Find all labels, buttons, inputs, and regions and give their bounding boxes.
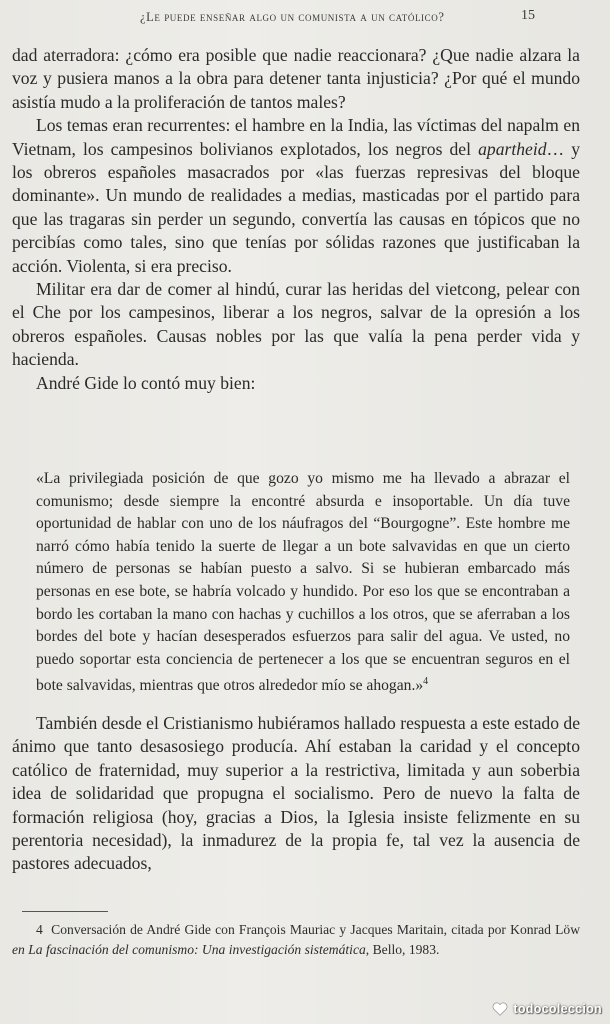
block-quote [36, 468, 570, 698]
paragraph-3: Militar era dar de comer al hindú, curar las heridas del vietcong, pelear con el Che por los campesinos, liberar a los negros, salvar de la opresión a los obreros españoles. Causas nobles por las que valía la pena perder vida y hacienda. [12, 279, 580, 370]
watermark-text: todocoleccion [513, 1002, 602, 1016]
quote-text-paragraph [36, 468, 570, 698]
footnote-text-a: Conversación de André Gide con François Mauriac y Jacques Maritain, citada por Konrad Löw [51, 922, 581, 937]
running-title: ¿Le puede enseñar algo un comunista a un católico? [140, 10, 445, 24]
page-number: 15 [521, 8, 535, 23]
footnote-number: 4 [36, 922, 43, 937]
quote-text: «La privilegiada posición de que gozo yo mismo me ha llevado a abrazar el comunismo; desde siempre la encontré absurda e insoportable. Un día tuve oportunidad de hablar con uno de los náufragos del “Bourgogne”. Este hombre me narró cómo había tenido la suerte de llegar a un bote salvavidas en que un cierto número de personas se habían puesto a salvo. Si se hubieran embarcado más personas en ese bote, se habría volcado y hundido. Por eso los que se encontraban a bordo les cortaban la mano con hachas y cuchillos a los otros, que se aferraban a los bordes del bote y hacían desesperados esfuerzos para salir del agua. Ve usted, no puedo soportar esta conciencia de pertenecer a los que se encuentran seguros en el bote salvavidas, mientras que otros alrededor mío se ahogan.» [36, 470, 570, 695]
apartheid-italic: apartheid [478, 138, 547, 159]
paragraph-4: André Gide lo contó muy bien: [36, 372, 256, 393]
footnote [12, 920, 580, 959]
paragraph-5: También desde el Cristianismo hubiéramos hallado respuesta a este estado de ánimo que tanto desasosiego producía. Ahí estaban la caridad y el concepto católico de fraternidad, muy superior a la restrictiva, limitada y aun soberbia idea de solidaridad que propugna el socialismo. Pero de nuevo la falta de formación religiosa (hoy, gracias a Dios, la Iglesia insiste felizmente en su perentoria necesidad), la inmadurez de la propia fe, tal vez la ausencia de pastores adecuados, [12, 713, 581, 874]
paragraph-2 [12, 114, 580, 278]
watermark [491, 1000, 602, 1018]
paragraph-2-part-b: … y los obreros españoles masacrados por «las fuerzas represivas del bloque dominante». Un mundo de realidades a medias, masticadas por el partido para que las tragaras sin perder un segundo, convertía las causas en tópicos que no percibías como tales, sino que tenías por sólidas razones que justificaban la acción. Violenta, si era preciso. [12, 138, 580, 276]
footnote-reference: 4 [423, 676, 429, 688]
paragraph-2-part-a: Los temas eran recurrentes: el hambre en la India, las víctimas del napalm en Vietnam, los campesinos bolivianos explotados, los negros del [12, 115, 580, 159]
paragraph-1: dad aterradora: ¿cómo era posible que nadie reaccionara? ¿Que nadie alzara la voz y pusiera manos a la obra para detener tanta injusticia? ¿Por qué el mundo asistía mudo a la proliferación de tantos males? [12, 45, 580, 112]
footnote-text-b: , Bello, 1983. [365, 941, 440, 957]
footnote-paragraph [12, 920, 580, 959]
footnote-book-title: La fascinación del comunismo: Una investigación sistemática [28, 941, 366, 957]
body-text-bottom [12, 712, 580, 876]
footnote-en-italic: en [12, 941, 25, 957]
body-text-top [12, 44, 580, 395]
watermark-logo-icon [491, 1000, 509, 1018]
footnote-divider [22, 911, 108, 912]
